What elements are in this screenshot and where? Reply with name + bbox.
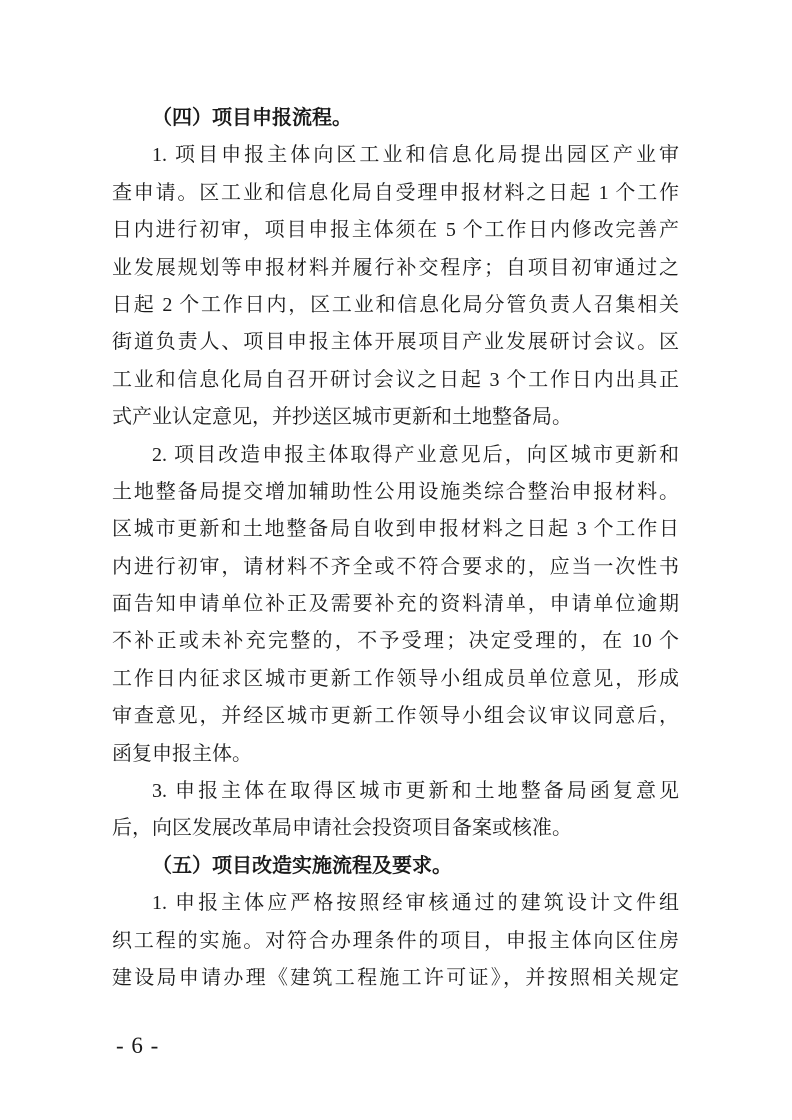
text-line: 建设局申请办理《建筑工程施工许可证》，并按照相关规定 — [112, 966, 679, 989]
paragraph — [112, 885, 679, 997]
text-line: 后，向区发展改革局申请社会投资项目备案或核准。 — [112, 817, 572, 840]
text-line: 审查意见，并经区城市更新工作领导小组会议审议同意后， — [112, 705, 679, 728]
text-line: 3. 申报主体在取得区城市更新和土地整备局函复意见 — [152, 780, 679, 803]
document-body — [112, 100, 679, 997]
paragraph — [112, 137, 679, 436]
text-line: 1. 项目申报主体向区工业和信息化局提出园区产业审 — [152, 144, 679, 167]
section-heading: （五）项目改造实施流程及要求。 — [152, 854, 452, 877]
text-line: 面告知申请单位补正及需要补充的资料清单，申请单位逾期 — [112, 593, 679, 616]
text-line: 工业和信息化局自召开研讨会议之日起 3 个工作日内出具正 — [112, 368, 679, 391]
text-line: 织工程的实施。对符合办理条件的项目，申报主体向区住房 — [112, 929, 679, 952]
paragraph — [112, 437, 679, 774]
text-line: 2. 项目改造申报主体取得产业意见后，向区城市更新和 — [152, 443, 679, 466]
text-line: 不补正或未补充完整的，不予受理；决定受理的，在 10 个 — [112, 630, 679, 653]
page-number: - 6 - — [116, 1033, 160, 1058]
text-line: 日起 2 个工作日内，区工业和信息化局分管负责人召集相关 — [112, 293, 679, 316]
text-line: 街道负责人、项目申报主体开展项目产业发展研讨会议。区 — [112, 331, 679, 354]
text-line: 业发展规划等申报材料并履行补交程序；自项目初审通过之 — [112, 256, 679, 279]
text-line: 日内进行初审，项目申报主体须在 5 个工作日内修改完善产 — [112, 219, 679, 242]
text-line: 土地整备局提交增加辅助性公用设施类综合整治申报材料。 — [112, 480, 679, 503]
text-line: 1. 申报主体应严格按照经审核通过的建筑设计文件组 — [152, 892, 679, 915]
text-line: 区城市更新和土地整备局自收到申报材料之日起 3 个工作日 — [112, 518, 679, 541]
section-heading: （四）项目申报流程。 — [152, 107, 352, 129]
text-line: 工作日内征求区城市更新工作领导小组成员单位意见，形成 — [112, 667, 679, 690]
text-line: 查申请。区工业和信息化局自受理申报材料之日起 1 个工作 — [112, 181, 679, 204]
text-line: 函复申报主体。 — [112, 742, 252, 765]
text-line: 内进行初审，请材料不齐全或不符合要求的，应当一次性书 — [112, 555, 679, 578]
text-line: 式产业认定意见，并抄送区城市更新和土地整备局。 — [112, 406, 572, 429]
paragraph — [112, 773, 679, 848]
